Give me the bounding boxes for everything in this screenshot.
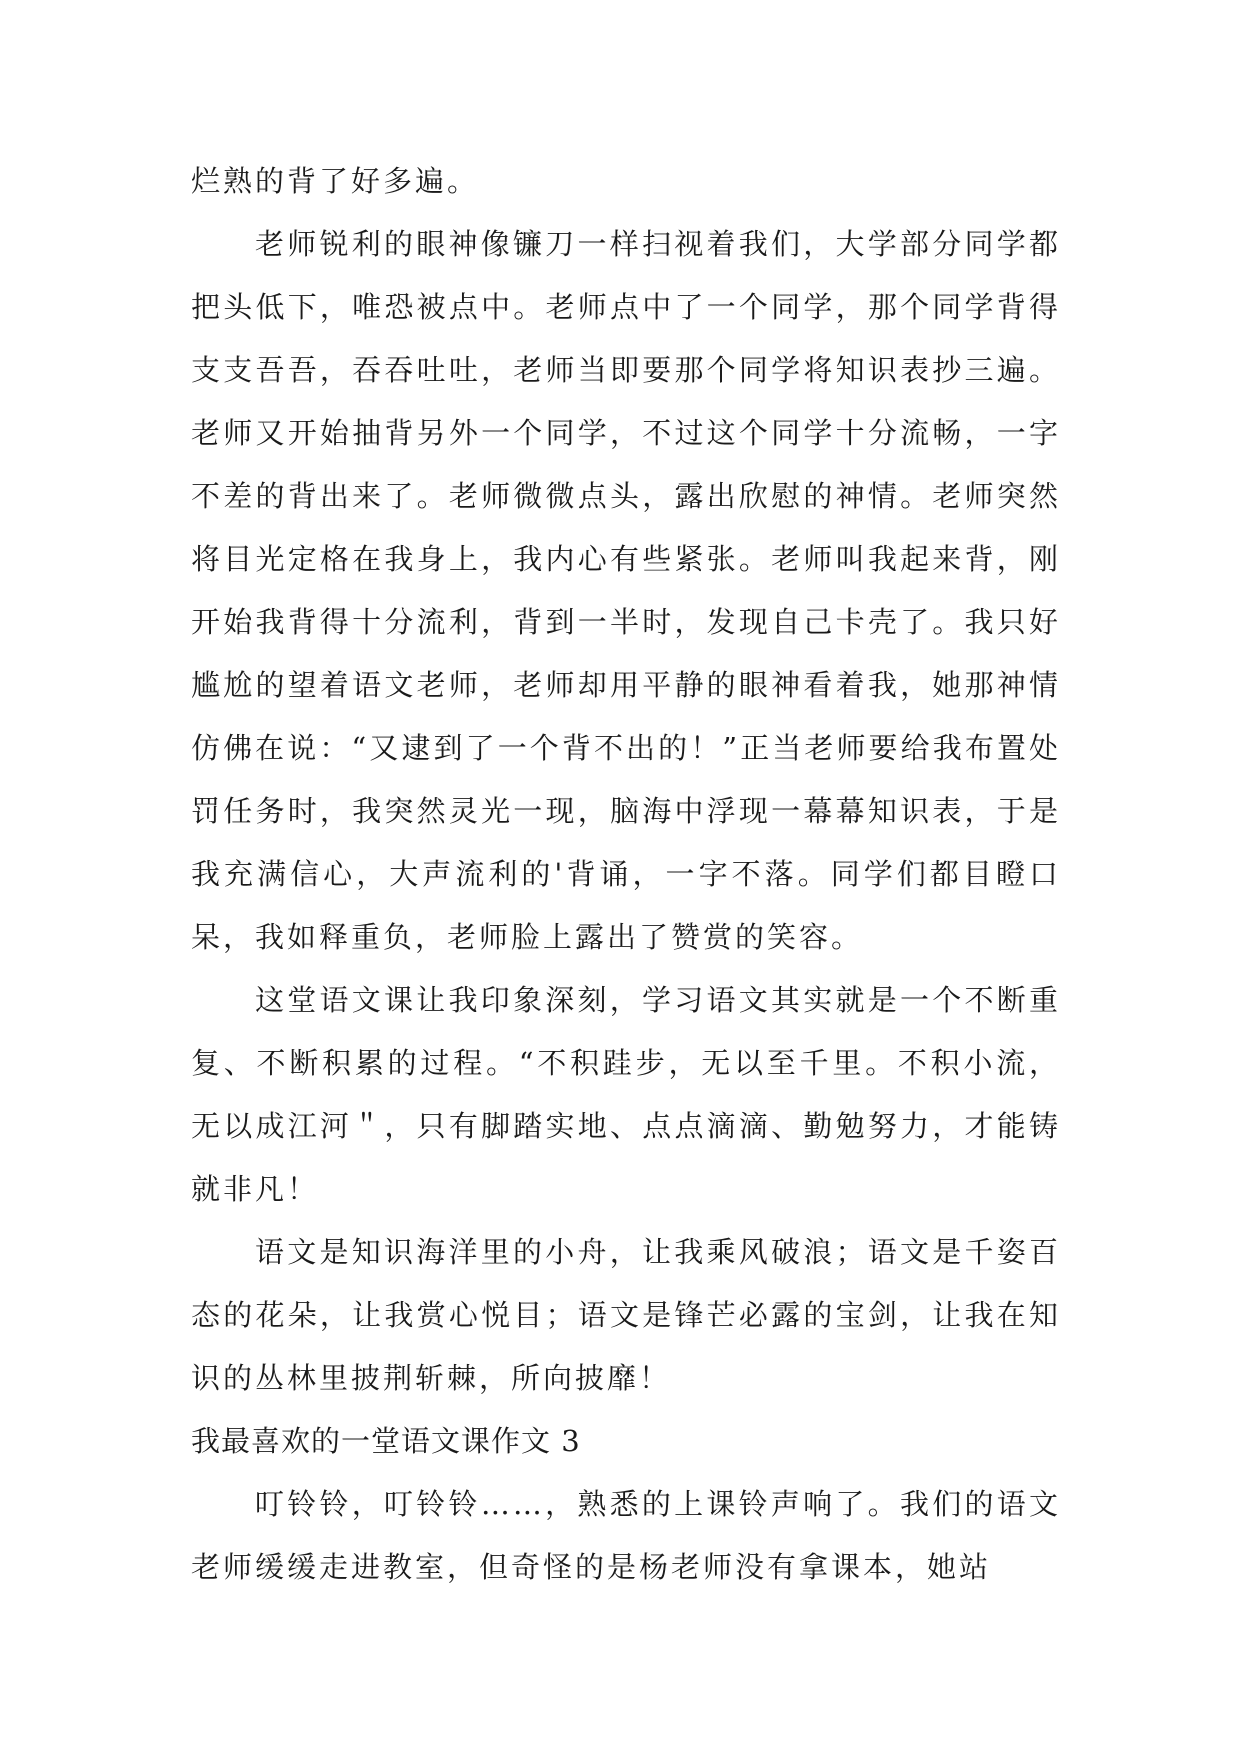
document-page — [191, 150, 1061, 1599]
paragraph-1: 烂熟的背了好多遍。 — [191, 164, 480, 198]
paragraph-4: 语文是知识海洋里的小舟，让我乘风破浪；语文是千姿百态的花朵，让我赏心悦目；语文是锋芒必露的宝剑，让我在知识的丛林里披荆斩棘，所向披靡！ — [191, 1235, 1061, 1395]
paragraph-3: 这堂语文课让我印象深刻，学习语文其实就是一个不断重复、不断积累的过程。“不积跬步，无以至千里。不积小流，无以成江河＂，只有脚踏实地、点点滴滴、勤勉努力，才能铸就非凡！ — [191, 983, 1061, 1206]
paragraph-5: 叮铃铃，叮铃铃……，熟悉的上课铃声响了。我们的语文老师缓缓走进教室，但奇怪的是杨老师没有拿课本，她站 — [191, 1487, 1061, 1584]
paragraph-2: 老师锐利的眼神像镰刀一样扫视着我们，大学部分同学都把头低下，唯恐被点中。老师点中了一个同学，那个同学背得支支吾吾，吞吞吐吐，老师当即要那个同学将知识表抄三遍。老师又开始抽背另外一个同学，不过这个同学十分流畅，一字不差的背出来了。老师微微点头，露出欣慰的神情。老师突然将目光定格在我身上，我内心有些紧张。老师叫我起来背，刚开始我背得十分流利，背到一半时，发现自己卡壳了。我只好尴尬的望着语文老师，老师却用平静的眼神看着我，她那神情仿佛在说：“又逮到了一个背不出的！”正当老师要给我布置处罚任务时，我突然灵光一现，脑海中浮现一幕幕知识表，于是我充满信心，大声流利的'背诵，一字不落。同学们都目瞪口呆，我如释重负，老师脸上露出了赞赏的笑容。 — [191, 227, 1061, 954]
section-heading: 我最喜欢的一堂语文课作文 3 — [191, 1424, 581, 1458]
